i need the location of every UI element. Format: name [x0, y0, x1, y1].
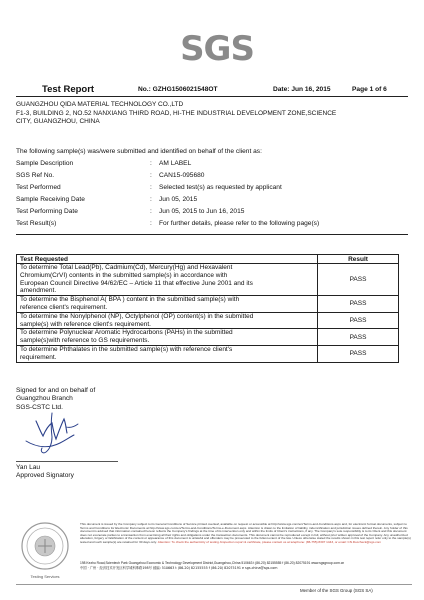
info-separator: :: [150, 208, 152, 215]
result-cell: PASS: [318, 345, 399, 362]
cell-line: To determine Polynuclear Aromatic Hydrocarbons (PAHs) in the submitted: [20, 329, 233, 337]
client-address-block: [16, 101, 411, 127]
table-header-row: [17, 255, 399, 264]
test-requested-cell: [17, 296, 318, 313]
table-row: [17, 264, 399, 296]
footer-terms: [80, 523, 413, 545]
sgs-group-membership: Member of the SGS Group (SGS SA): [300, 588, 373, 593]
info-divider: [16, 234, 408, 235]
info-value: Jun 05, 2015 to Jun 16, 2015: [159, 208, 245, 215]
table-row: [17, 329, 399, 346]
cell-line: Chromium(CrVI) contents in the submitted sample(s) in accordance with: [20, 271, 228, 279]
test-requested-cell: [17, 312, 318, 329]
results-table: [16, 254, 399, 363]
header-test-requested: Test Requested: [17, 255, 318, 264]
result-cell: PASS: [318, 329, 399, 346]
info-value: For further details, please refer to the following page(s): [159, 220, 320, 227]
report-title: Test Report: [42, 84, 95, 95]
info-label: Test Performing Date: [16, 208, 78, 215]
page-indicator: Page 1 of 6: [352, 86, 387, 93]
info-separator: :: [150, 196, 152, 203]
info-label: Sample Description: [16, 160, 74, 167]
cell-line: European Council Directive 94/62/EC – Article 11 that effective June 2001 and its: [20, 279, 253, 287]
footer-terms-text: This document is issued by the Company subject to its General Conditions of Service printed overleaf, available on request or accessible at http://www.sgs.com/en/Terms-and-Conditions.aspx and, for electronic format documents, subject to Terms and Conditions for Electronic Documents at http://www.sgs.com/en/Terms-and-Conditions/Terms-e-Document.aspx. Attention is drawn to the limitation of liability, indemnification and jurisdiction issues defined therein. Any holder of this document is advised that information contained hereon reflects the Company's findings at the time of its intervention only and within the limits of Client's instructions, if any. The Company's sole responsibility is to its Client and this document does not exonerate parties to a transaction from exercising all their rights and obligations under the transaction documents. This document cannot be reproduced except in full, without prior written approval of the Company. Any unauthorized alteration, forgery or falsification of the content or appearance of this document is unlawful and offenders may be prosecuted to the fullest extent of the law. Unless otherwise stated the results shown in this test report refer only to the sample(s) tested and such sample(s) are retained for 30 days only.: [80, 522, 411, 544]
signature-line: [16, 461, 118, 462]
result-cell: PASS: [318, 264, 399, 296]
footer-divider: [16, 584, 412, 585]
info-value: Selected test(s) as requested by applicant: [159, 184, 282, 191]
signed-line3: SGS-CSTC Ltd.: [16, 403, 63, 411]
signed-line1: Signed for and on behalf of: [16, 387, 96, 394]
seal-label: Testing Services: [30, 574, 60, 579]
footer-address: [80, 561, 413, 571]
info-label: SGS Ref No.: [16, 172, 55, 179]
info-separator: :: [150, 220, 152, 227]
result-cell: PASS: [318, 296, 399, 313]
info-value: CAN15-095680: [159, 172, 205, 179]
signer-block: [16, 464, 74, 481]
result-cell: PASS: [318, 312, 399, 329]
sgs-logo-text: SGS: [180, 29, 254, 69]
testing-services-seal-icon: [20, 521, 70, 571]
cell-line: sample(s)with reference to GS requirements.: [20, 337, 150, 345]
signed-block: [16, 387, 95, 412]
footer-address-cn: 中国 · 广州 · 经济技术开发区科学城科珠路198号 邮编: 510663 t (86-20) 82155555 f (86-20) 82075191 e sgs.china@sgs.com: [80, 565, 278, 570]
intro-text: The following sample(s) was/were submitted and identified on behalf of the client as:: [16, 148, 262, 155]
info-separator: :: [150, 184, 152, 191]
report-number: No.: GZHG1506021548OT: [138, 86, 218, 93]
info-label: Test Result(s): [16, 220, 57, 227]
signer-name: Yan Lau: [16, 464, 41, 471]
cell-line: To determine Phthalates in the submitted sample(s) with reference client's: [20, 345, 233, 353]
client-name: GUANGZHOU QIDA MATERIAL TECHNOLOGY CO.,LTD: [16, 101, 184, 108]
report-date: Date: Jun 16, 2015: [273, 86, 331, 93]
test-requested-cell: [17, 264, 318, 296]
cell-line: requirement.: [20, 353, 57, 361]
cell-line: amendment.: [20, 287, 57, 295]
info-separator: :: [150, 172, 152, 179]
header-result: Result: [318, 255, 399, 264]
client-address-line2: CITY, GUANGZHOU, CHINA: [16, 118, 100, 126]
client-address-line1: F1-3, BUILDING 2, NO.52 NANXIANG THIRD ROAD, HI-THE INDUSTRIAL DEVELOPMENT ZONE,SCIENCE: [16, 109, 337, 117]
test-requested-cell: [17, 345, 318, 362]
signed-line2: Guangzhou Branch: [16, 395, 73, 403]
cell-line: sample(s) with reference client's requirement.: [20, 320, 151, 328]
header-divider: [16, 96, 408, 97]
info-value: Jun 05, 2015: [159, 196, 198, 203]
test-requested-cell: [17, 329, 318, 346]
footer-attention-text: Attention: To check the authenticity of testing /inspection report & certificate, please contact us at telephone: (86-755) 8307 1443, or email: CN.Doccheck@sgs.com: [157, 539, 382, 544]
info-value: AM LABEL: [159, 160, 192, 167]
cell-line: reference client's requirement.: [20, 303, 108, 311]
cell-line: To determine Total Lead(Pb), Cadmium(Cd), Mercury(Hg) and Hexavalent: [20, 264, 233, 271]
handwritten-signature: [22, 411, 86, 455]
table-row: [17, 345, 399, 362]
cell-line: To determine the Nonylphenol (NP), Octylphenol (OP) content(s) in the submitted: [20, 312, 254, 320]
table-row: [17, 296, 399, 313]
info-separator: :: [150, 160, 152, 167]
signer-title: Approved Signatory: [16, 472, 74, 480]
table-row: [17, 312, 399, 329]
info-label: Sample Receiving Date: [16, 196, 85, 203]
sgs-logo: [180, 26, 254, 69]
cell-line: To determine the Bisphenol A( BPA ) content in the submitted sample(s) with: [20, 296, 240, 304]
info-label: Test Performed: [16, 184, 61, 191]
footer-address-en: 198 Kezhu Road,Scientech Park Guangzhou Economic & Technology Development District,Guangzhou,China 510663 t (86-20) 82155555 f (86-20) 82075191 www.sgsgroup.com.cn: [80, 561, 345, 565]
